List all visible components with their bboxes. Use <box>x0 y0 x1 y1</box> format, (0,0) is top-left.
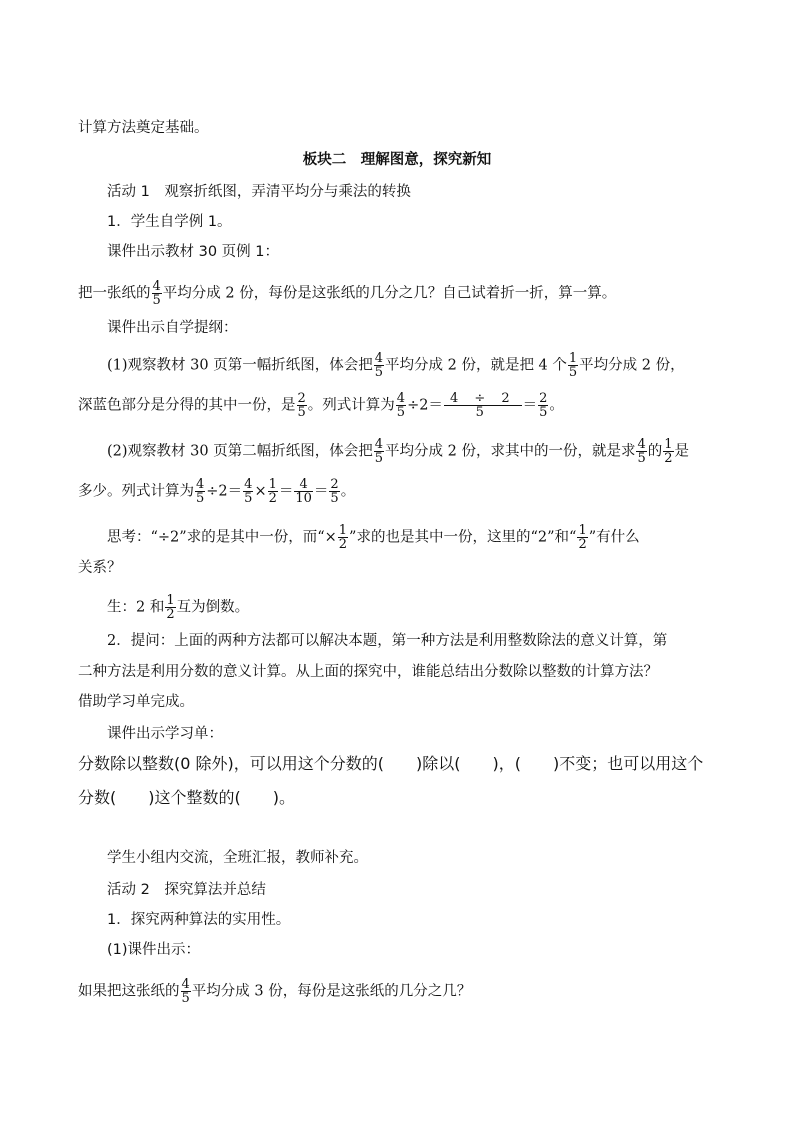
text: 生：2 和 <box>107 599 165 616</box>
numerator: 1 <box>338 523 348 538</box>
fraction <box>568 352 578 379</box>
denominator: 5 <box>374 365 383 380</box>
text: (1)观察教材 30 页第一幅折纸图，体会把 <box>107 357 373 374</box>
question-line-2 <box>78 662 718 682</box>
numerator: 1 <box>268 477 277 492</box>
denominator: 2 <box>664 451 673 466</box>
numerator: 1 <box>578 523 587 538</box>
fraction <box>243 478 253 505</box>
fraction <box>268 478 278 505</box>
text: 1．学生自学例 1。 <box>107 214 232 230</box>
text: × <box>254 483 267 500</box>
text: ＝ <box>278 483 294 500</box>
fraction <box>294 478 313 505</box>
worksheet-blank-line-1 <box>78 754 718 774</box>
courseware-line <box>107 242 747 262</box>
text: (1)课件出示： <box>107 942 201 958</box>
step-1 <box>107 212 747 232</box>
text: 平均分成 2 份，每份是这张纸的几分之几？自己试着折一折，算一算。 <box>162 285 617 302</box>
step-2 <box>107 910 747 930</box>
text: 1．探究两种算法的实用性。 <box>107 912 291 928</box>
numerator: 4 <box>244 477 253 492</box>
group-discussion <box>107 848 747 868</box>
text: 计算方法奠定基础。 <box>78 120 209 136</box>
text: 如果把这张纸的 <box>78 983 180 1000</box>
point-2-line-2 <box>78 478 718 505</box>
fraction <box>297 392 307 419</box>
numerator: 4 <box>374 351 383 366</box>
fraction <box>374 438 384 465</box>
numerator: 4 ÷ 2 <box>449 391 516 406</box>
text: 课件出示学习单： <box>107 726 223 742</box>
denominator: 5 <box>244 491 253 506</box>
example-1 <box>78 280 718 307</box>
text: ”有什么 <box>588 529 640 546</box>
text: 的 <box>647 443 663 460</box>
text: 多少。列式计算为 <box>78 483 194 500</box>
text: 平均分成 2 份， <box>579 357 685 374</box>
fraction <box>396 392 406 419</box>
numerator: 4 <box>374 437 383 452</box>
numerator: 1 <box>568 351 578 366</box>
point-2-line-1 <box>107 438 747 465</box>
text: 。 <box>549 397 564 414</box>
point-1-line-2 <box>78 392 718 419</box>
activity-2-title <box>107 880 747 900</box>
numerator: 4 <box>396 391 406 406</box>
text: 。列式计算为 <box>307 397 395 414</box>
fraction <box>538 392 548 419</box>
numerator: 1 <box>664 437 673 452</box>
denominator: 5 <box>396 405 406 420</box>
text: ＝ <box>313 483 329 500</box>
denominator: 10 <box>295 491 312 506</box>
text: ÷2＝ <box>206 483 243 500</box>
text: 二种方法是利用分数的意义计算。从上面的探究中，谁能总结出分数除以整数的计算方法？ <box>78 664 658 680</box>
text: 平均分成 2 份，就是把 4 个 <box>385 357 567 374</box>
numerator: 4 <box>181 977 190 992</box>
student-answer <box>107 594 747 621</box>
denominator: 5 <box>196 491 205 506</box>
text: 思考：“÷2”求的是其中一份，而“× <box>107 529 337 546</box>
text: 2．提问：上面的两种方法都可以解决本题，第一种方法是利用整数除法的意义计算，第 <box>107 633 668 649</box>
text: 关系？ <box>78 560 122 576</box>
text: 平均分成 2 份，求其中的一份，就是求 <box>385 443 636 460</box>
text: (2)观察教材 30 页第二幅折纸图，体会把 <box>107 443 373 460</box>
heading-text: 板块二 理解图意，探究新知 <box>302 152 492 168</box>
text: 平均分成 3 份，每份是这张纸的几分之几？ <box>191 983 472 1000</box>
numerator: 2 <box>330 477 339 492</box>
numerator: 4 <box>196 477 205 492</box>
question-line-3 <box>78 692 718 712</box>
text: 课件出示自学提纲： <box>107 320 238 336</box>
text: 活动 2 探究算法并总结 <box>107 882 266 898</box>
example-2 <box>78 978 718 1005</box>
fraction <box>338 524 348 551</box>
denominator: 2 <box>268 491 277 506</box>
fraction <box>636 438 646 465</box>
worksheet-title <box>107 724 747 744</box>
paragraph-line <box>78 118 718 138</box>
denominator: 5 <box>181 991 190 1006</box>
denominator: 5 <box>568 365 578 380</box>
numerator: 4 <box>299 477 308 492</box>
fraction <box>181 978 191 1005</box>
thinking-line-1 <box>107 524 747 551</box>
fraction <box>329 478 339 505</box>
fraction <box>374 352 384 379</box>
text: 深蓝色部分是分得的其中一份，是 <box>78 397 296 414</box>
denominator: 2 <box>578 537 587 552</box>
denominator: 5 <box>152 293 161 308</box>
courseware-line-2 <box>107 940 747 960</box>
text: 活动 1 观察折纸图，弄清平均分与乘法的转换 <box>107 184 411 200</box>
text: 是 <box>674 443 690 460</box>
question-line-1 <box>107 631 747 651</box>
text: 互为倒数。 <box>176 599 250 616</box>
denominator: 5 <box>374 451 383 466</box>
numerator: 4 <box>152 279 161 294</box>
denominator: 5 <box>330 491 339 506</box>
text: ÷2＝ <box>407 397 443 414</box>
denominator: 5 <box>297 405 306 420</box>
numerator: 2 <box>539 391 548 406</box>
fraction <box>152 280 162 307</box>
activity-1-title <box>107 182 747 202</box>
text: ＝ <box>522 397 538 414</box>
worksheet-blank-line-2 <box>78 788 718 808</box>
outline-title <box>107 318 747 338</box>
text: 分数除以整数(0 除外)，可以用这个分数的( )除以( )，( )不变；也可以用这个 <box>78 754 704 773</box>
text: 课件出示教材 30 页例 1： <box>107 244 280 260</box>
text: 借助学习单完成。 <box>78 694 194 710</box>
denominator: 2 <box>338 537 348 552</box>
numerator: 4 <box>637 437 646 452</box>
text: ”求的也是其中一份，这里的“2”和“ <box>349 529 577 546</box>
numerator: 1 <box>166 593 175 608</box>
text: 分数( )这个整数的( )。 <box>78 788 295 807</box>
denominator: 5 <box>637 451 646 466</box>
fraction <box>195 478 205 505</box>
denominator: 5 <box>539 405 548 420</box>
denominator: 2 <box>166 607 175 622</box>
fraction <box>165 594 175 621</box>
thinking-line-2 <box>78 558 718 578</box>
section-heading <box>0 150 794 170</box>
point-1-line-1 <box>107 352 747 379</box>
text: 学生小组内交流，全班汇报，教师补充。 <box>107 850 368 866</box>
text: 。 <box>340 483 356 500</box>
fraction <box>663 438 673 465</box>
fraction <box>444 392 522 419</box>
denominator: 5 <box>444 405 522 419</box>
fraction <box>577 524 587 551</box>
numerator: 2 <box>297 391 306 406</box>
text: 把一张纸的 <box>78 285 151 302</box>
